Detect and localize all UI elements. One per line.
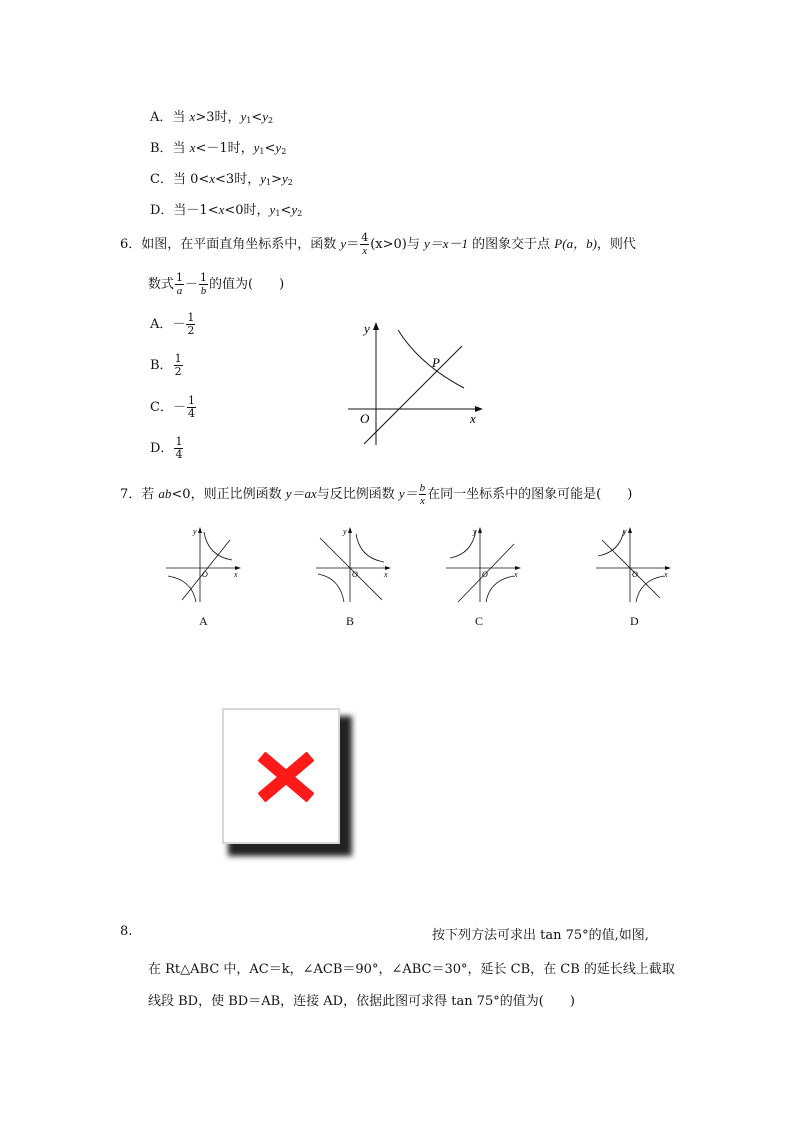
q5b-cond: <－1时， <box>195 141 254 156</box>
q7-text-d: 在同一坐标系中的图象可能是( ) <box>427 487 633 502</box>
q6-option-a <box>150 312 196 337</box>
q5c-rel: > <box>271 172 282 187</box>
q5b-prefix: B．当 <box>150 141 190 156</box>
q6-minus: － <box>185 277 199 292</box>
q7c-o: O <box>482 570 488 579</box>
q6-line-fn: y＝x－1 <box>423 236 469 251</box>
q5b-var: x <box>189 140 196 155</box>
q7-choice-b-label: B <box>346 614 355 628</box>
q7b-o: O <box>352 570 358 579</box>
q6b-frac <box>174 353 183 378</box>
q5b-y2: y <box>275 140 282 155</box>
q6-hyperbola <box>398 330 464 388</box>
q5a-var: x <box>189 109 196 124</box>
q6-frac-num: 4 <box>361 231 369 244</box>
q8-line3: 线段 BD，使 BD＝AB，连接 AD，依据此图可求得 tan 75°的值为( ) <box>148 994 575 1009</box>
q6-text-c: ，则代 <box>596 237 636 252</box>
q5c-y1: y <box>260 171 266 186</box>
q7a-x: x <box>234 570 238 579</box>
q6-option-c <box>150 395 197 420</box>
q6c-den: 4 <box>187 407 195 420</box>
q6-stem-line2 <box>148 272 284 297</box>
q6c-num: 1 <box>187 394 195 407</box>
q6d-den: 4 <box>175 448 183 461</box>
q5d-rel: < <box>280 203 292 218</box>
q5-option-c: C．当 0<x<3时，$y_1>y_2$ <box>150 171 293 187</box>
q6-f2-num: 1 <box>200 271 208 284</box>
q5-option-d: D．当－1<x<0时，$y_1<y_2$ <box>150 202 303 218</box>
q8-line2: 在 Rt△ABC 中，AC＝k，∠ACB＝90°，∠ABC＝30°，延长 CB，在 CB 的延长线上截取 <box>148 962 675 977</box>
q6-point: P(a，b) <box>554 236 597 251</box>
q6-text-b: 的图象交于点 <box>468 237 555 252</box>
q6b-den: 2 <box>174 365 182 378</box>
q5c-y2: y <box>281 171 288 186</box>
q7b-y: y <box>343 527 347 536</box>
q5d-y2: y <box>291 202 298 217</box>
q5c-cond: <3时， <box>215 172 261 187</box>
q5d-y1: y <box>269 202 276 217</box>
q7-y-eq: y＝ <box>398 486 418 501</box>
q6-stem-line1 <box>120 232 636 257</box>
q7c-x: x <box>514 570 518 579</box>
q7d-o: O <box>632 570 638 579</box>
q5a-y2: y <box>262 109 269 124</box>
q8-line1: 按下列方法可求出 tan 75°的值,如图, <box>432 928 649 943</box>
q5c-var: x <box>209 171 216 186</box>
q6c-sign: － <box>172 400 186 415</box>
q6-f2-den: b <box>200 285 207 297</box>
q6a-letter: A． <box>150 317 173 332</box>
q7-frac-den: x <box>419 495 425 507</box>
q5b-y1: y <box>253 140 260 155</box>
q5d-prefix: D．当－1< <box>150 203 219 218</box>
broken-image-icon <box>222 708 352 856</box>
q6-domain: (x>0)与 <box>370 237 424 252</box>
q7-y-ax: y＝ax <box>285 486 317 501</box>
q5-option-b: B．当 x<－1时，$y_1<y_2$ <box>150 140 287 156</box>
q6-f1-num: 1 <box>176 271 184 284</box>
q6-text-a: 6．如图，在平面直角坐标系中，函数 <box>120 237 341 252</box>
q7-text-b: <0，则正比例函数 <box>171 487 286 502</box>
q6-text-d: 数式 <box>148 277 175 292</box>
q6-y-arrow <box>373 322 379 330</box>
q6-graph <box>340 315 490 450</box>
q6-y: y <box>340 236 347 251</box>
q6c-frac <box>187 395 196 420</box>
q6-eq: ＝ <box>346 237 360 252</box>
q6-point-label: P <box>432 355 440 370</box>
q7a-y: y <box>193 527 197 536</box>
q6a-sign: － <box>172 317 186 332</box>
q6-frac-den: x <box>362 245 368 257</box>
q6-frac-1a <box>175 272 184 297</box>
q6-line <box>364 346 462 444</box>
q6b-letter: B． <box>150 358 173 373</box>
q7-graph-a <box>160 520 250 605</box>
q6-origin-label: O <box>360 411 370 426</box>
q5d-cond: <0时， <box>224 203 270 218</box>
q7a-o: O <box>202 570 208 579</box>
q6d-num: 1 <box>175 435 183 448</box>
q6-option-d <box>150 436 184 461</box>
q7-choice-a-label: A <box>199 614 208 628</box>
q6-y-label: y <box>364 321 370 336</box>
q5a-y1: y <box>240 109 247 124</box>
q6-frac-1b <box>199 272 208 297</box>
q5a-rel: < <box>251 110 263 125</box>
q5-option-a: A．当 x>3时，$y_1<y_2$ <box>150 109 274 125</box>
q6-option-b <box>150 353 184 378</box>
q5c-prefix: C．当 0< <box>150 172 210 187</box>
q6b-num: 1 <box>174 352 182 365</box>
q7-frac-num: b <box>419 482 426 494</box>
q7-graph-d <box>590 520 680 605</box>
q6d-frac <box>174 436 183 461</box>
q7-graph-b <box>310 520 400 605</box>
q6-x-label: x <box>470 411 476 426</box>
q6-frac <box>360 232 369 257</box>
q6a-num: 1 <box>187 311 195 324</box>
q7-choice-d-label: D <box>630 614 639 628</box>
q5b-rel: < <box>264 141 276 156</box>
q6-x-arrow <box>475 406 483 412</box>
q5a-cond: >3时， <box>195 110 241 125</box>
q7-graph-c <box>440 520 530 605</box>
q7d-x: x <box>664 570 668 579</box>
q6-f1-den: a <box>176 285 183 297</box>
q6a-den: 2 <box>187 324 195 337</box>
q7d-y: y <box>623 527 627 536</box>
q6-text-e: 的值为( ) <box>209 277 285 292</box>
q6c-letter: C． <box>150 400 173 415</box>
q7-text-c: 与反比例函数 <box>316 487 399 502</box>
q7-ab: ab <box>158 486 172 501</box>
q7-text-a: 7．若 <box>120 487 159 502</box>
q6d-letter: D． <box>150 441 174 456</box>
q8-number: 8. <box>120 924 133 939</box>
q6a-frac <box>186 312 195 337</box>
q7b-x: x <box>384 570 388 579</box>
q7-frac <box>419 482 427 507</box>
q5a-prefix: A．当 <box>150 110 190 125</box>
q7-stem <box>120 482 632 507</box>
q7-choice-c-label: C <box>475 614 484 628</box>
q5d-var: x <box>218 202 225 217</box>
q7c-y: y <box>473 527 477 536</box>
